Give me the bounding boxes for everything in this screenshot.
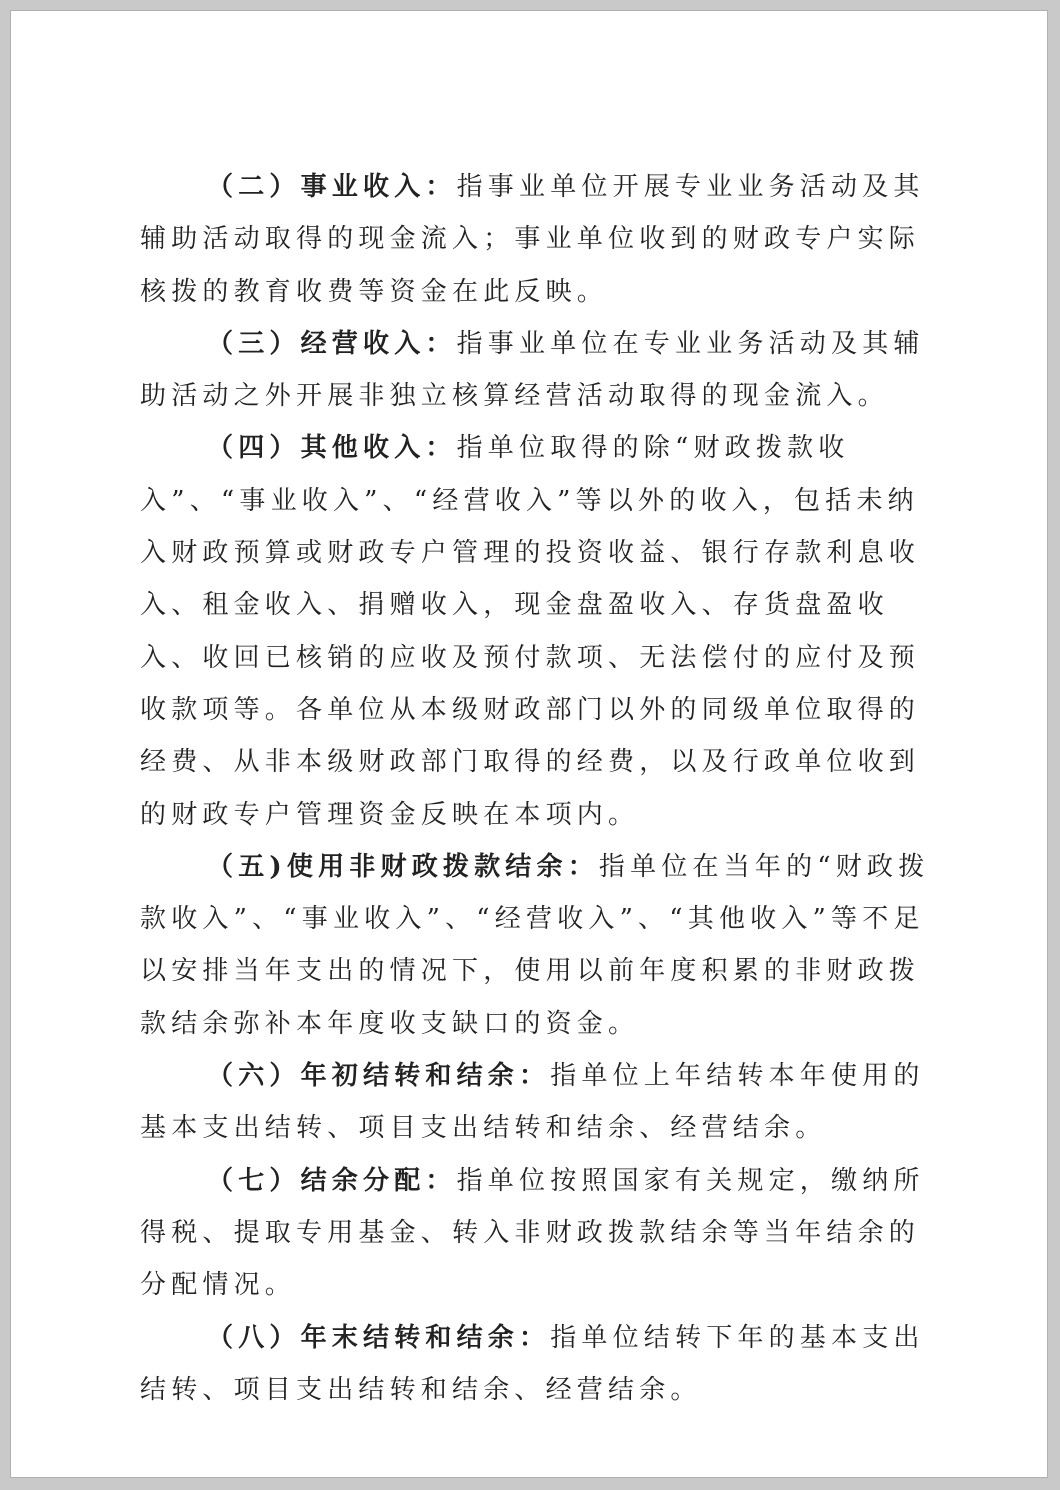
paragraph-other-income [140,422,940,840]
paragraph-term: （二）事业收入： [207,172,457,202]
paragraph-opening-balance [140,1050,940,1155]
paragraph-term: （三）经营收入： [207,328,457,359]
paragraph-text: 指单位取得的除“财政拨款收入”、“事业收入”、“经营收入”等以外的收入，包括未纳入财政预算或财政专户管理的投资收益、银行存款利息收入、租金收入、捐赠收入，现金盘盈收入、存货盘盈收入、收回已核销的应收及预付款项、无法偿付的应付及预收款项等。各单位从本级财政部门以外的同级单位取得的经费、从非本级财政部门取得的经费，以及行政单位收到的财政专户管理资金反映在本项内。 [140,433,921,830]
paragraph-operating-income [140,318,940,423]
paragraph-business-income [140,161,940,318]
paragraph-term: （八）年末结转和结余： [207,1322,551,1353]
document-body [140,161,940,1416]
paragraph-text: 指单位上年结转本年使用的基本支出结转、项目支出结转和结余、经营结余。 [140,1061,925,1144]
paragraph-term: （七）结余分配： [207,1165,457,1196]
document-page [10,10,1048,1478]
paragraph-term: （六）年初结转和结余： [207,1061,551,1092]
paragraph-text: 指单位结转下年的基本支出结转、项目支出结转和结余、经营结余。 [140,1322,925,1405]
paragraph-term: （五)使用非财政拨款结余： [207,851,599,882]
paragraph-term: （四）其他收入： [207,433,457,464]
paragraph-text: 指单位按照国家有关规定，缴纳所得税、提取专用基金、转入非财政拨款结余等当年结余的分配情况。 [140,1165,925,1301]
paragraph-text: 指事业单位在专业业务活动及其辅助活动之外开展非独立核算经营活动取得的现金流入。 [140,328,925,412]
paragraph-closing-balance [140,1312,940,1417]
paragraph-surplus-distribution [140,1155,940,1312]
paragraph-non-fiscal-surplus-use [140,841,940,1050]
paragraph-text: 指事业单位开展专业业务活动及其辅助活动取得的现金流入；事业单位收到的财政专户实际核拨的教育收费等资金在此反映。 [140,172,925,307]
paragraph-text: 指单位在当年的“财政拨款收入”、“事业收入”、“经营收入”、“其他收入”等不足以安排当年支出的情况下，使用以前年度积累的非财政拨款结余弥补本年度收支缺口的资金。 [140,851,930,1039]
